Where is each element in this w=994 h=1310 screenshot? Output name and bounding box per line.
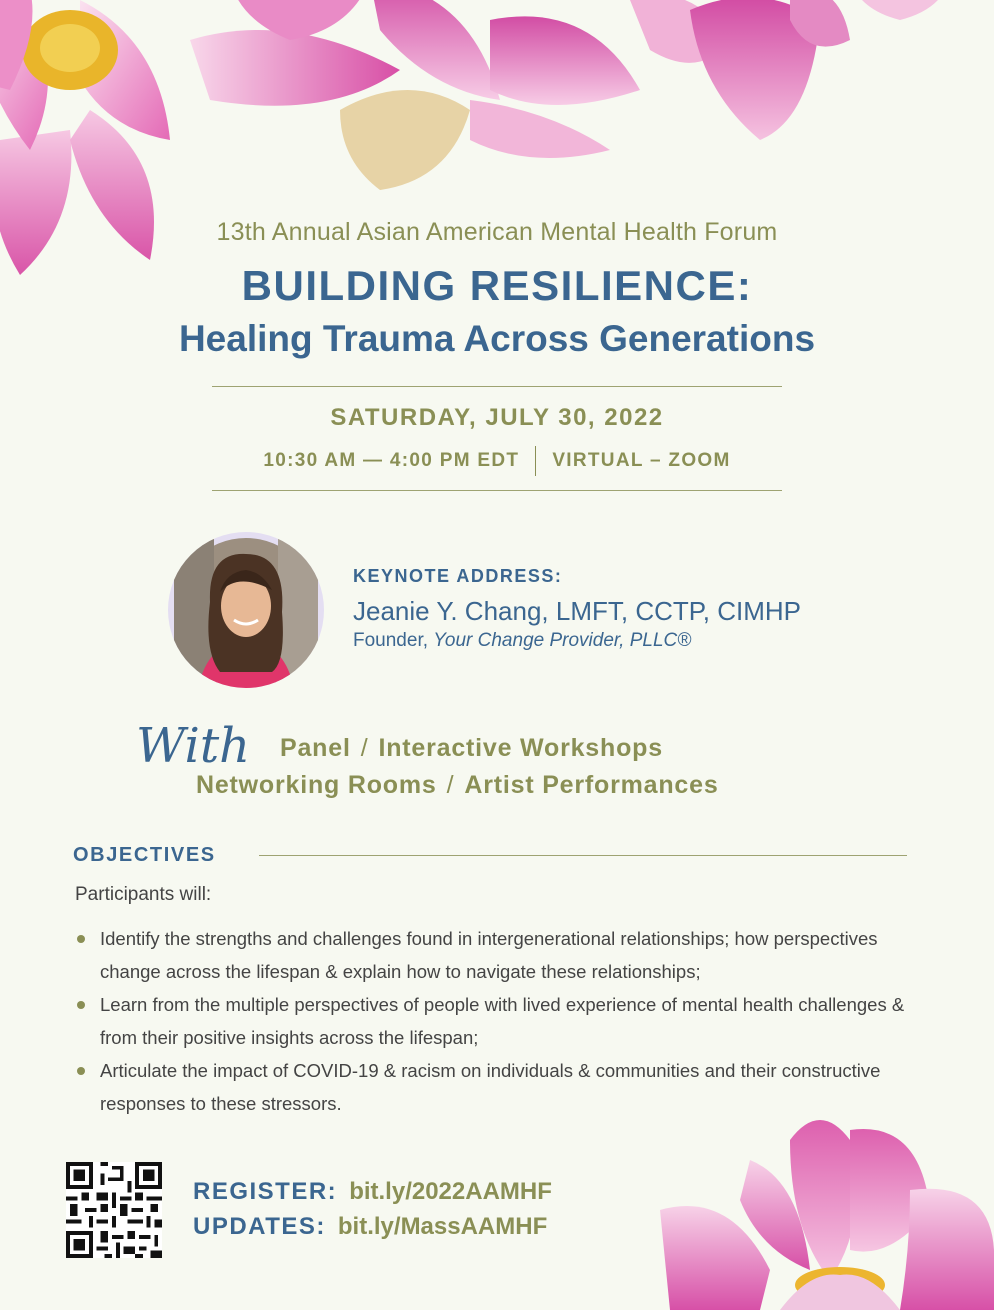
keynote-role [353, 630, 691, 652]
updates-label: UPDATES: [193, 1213, 326, 1240]
objectives-list [75, 922, 925, 1120]
vertical-divider [535, 446, 536, 476]
keynote-label: KEYNOTE ADDRESS: [353, 566, 563, 586]
activity-separator: / [360, 734, 369, 762]
lotus-flower-bottom-right [650, 1100, 994, 1310]
objective-item: Learn from the multiple perspectives of people with lived experience of mental health challenges & from their positive insights across the lifespan; [75, 988, 925, 1054]
keynote-role-prefix: Founder, [353, 630, 428, 651]
keynote-speaker-photo [168, 532, 324, 688]
qr-code-icon[interactable] [66, 1162, 162, 1258]
speaker-portrait-icon [168, 532, 324, 688]
divider-top [212, 386, 782, 387]
objective-item: Identify the strengths and challenges found in intergenerational relationships; how perspectives change across the lifespan & explain how to navigate these relationships; [75, 922, 925, 988]
time-location-row [0, 446, 994, 476]
activity-panel: Panel [280, 734, 351, 762]
activities-row-2 [196, 771, 719, 800]
event-subtitle: Healing Trauma Across Generations [178, 318, 816, 359]
forum-name: 13th Annual Asian American Mental Health Forum [216, 218, 778, 246]
objectives-divider [259, 855, 907, 856]
event-title: BUILDING RESILIENCE: [241, 262, 753, 309]
lotus-flower-top-right [610, 0, 994, 160]
register-row [193, 1178, 552, 1206]
keynote-name: Jeanie Y. Chang, LMFT, CCTP, CIMHP [353, 596, 801, 626]
activity-performances: Artist Performances [464, 771, 719, 799]
register-label: REGISTER: [193, 1178, 338, 1205]
updates-link[interactable]: bit.ly/MassAAMHF [337, 1213, 548, 1240]
objectives-heading: OBJECTIVES [73, 844, 216, 866]
register-link[interactable]: bit.ly/2022AAMHF [349, 1178, 552, 1205]
objectives-intro: Participants will: [75, 884, 212, 905]
activities-row-1 [280, 734, 663, 763]
activity-networking: Networking Rooms [196, 771, 437, 799]
with-script-text: With [136, 718, 251, 774]
event-location: VIRTUAL – ZOOM [552, 450, 731, 472]
updates-row [193, 1213, 547, 1241]
event-time: 10:30 AM — 4:00 PM EDT [263, 450, 520, 472]
activity-separator: / [446, 771, 455, 799]
event-date: SATURDAY, JULY 30, 2022 [330, 404, 664, 431]
objective-item: Articulate the impact of COVID-19 & racism on individuals & communities and their constructive responses to these stressors. [75, 1054, 925, 1120]
divider-bottom [212, 490, 782, 491]
keynote-organization: Your Change Provider, PLLC® [433, 630, 692, 651]
activity-workshops: Interactive Workshops [378, 734, 663, 762]
